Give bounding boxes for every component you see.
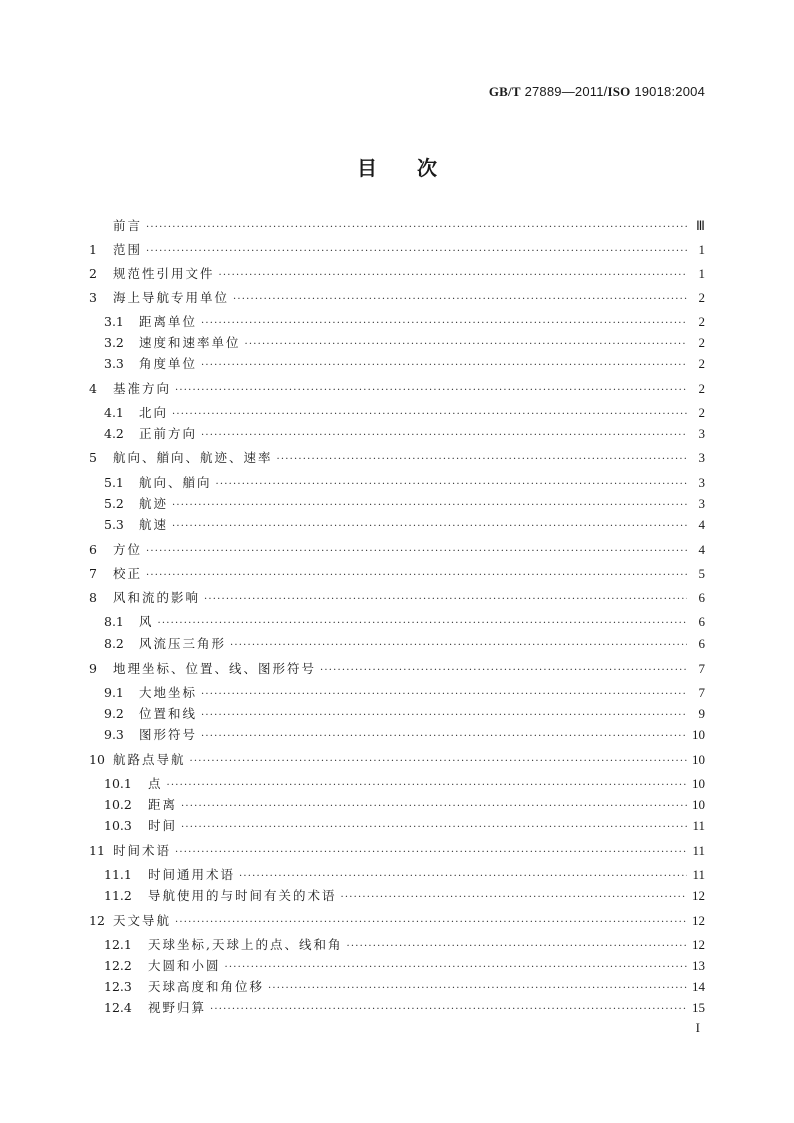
toc-entry-title: 图形符号 xyxy=(139,727,198,742)
dot-leader xyxy=(181,797,687,817)
dot-leader xyxy=(277,450,687,470)
toc-entry-title: 导航使用的与时间有关的术语 xyxy=(148,888,337,903)
toc-entry-title: 校正 xyxy=(113,566,143,581)
dot-leader xyxy=(210,1000,687,1020)
toc-entry-page: Ⅲ xyxy=(696,218,705,233)
toc-entry[interactable] xyxy=(89,750,705,770)
toc-entry-title: 大地坐标 xyxy=(139,685,198,700)
toc-entry-title: 规范性引用文件 xyxy=(113,266,215,281)
toc-entry-number: 1 xyxy=(89,242,97,257)
dot-leader xyxy=(175,381,687,401)
toc-entry[interactable] xyxy=(104,403,705,423)
dot-leader xyxy=(167,776,687,796)
toc-entry[interactable] xyxy=(104,704,705,724)
toc-entry-page: 12 xyxy=(692,888,705,903)
toc-entry-number: 10.2 xyxy=(104,797,132,812)
toc-entry-page: 1 xyxy=(698,242,705,257)
iso-number-value: 19018:2004 xyxy=(634,84,705,99)
toc-entry-title: 方位 xyxy=(113,542,143,557)
toc-entry-page: 3 xyxy=(698,475,705,490)
toc-entry[interactable] xyxy=(104,515,705,535)
toc-entry-title: 航向、艏向 xyxy=(139,475,212,490)
toc-entry-page: 3 xyxy=(698,426,705,441)
toc-entry-title: 点 xyxy=(148,776,163,791)
toc-entry-page: 10 xyxy=(692,727,705,742)
toc-entry-title: 正前方向 xyxy=(139,426,198,441)
toc-entry-page: 3 xyxy=(698,450,705,465)
toc-entry[interactable] xyxy=(104,354,705,374)
page-title: 目次 xyxy=(357,156,477,180)
toc-entry-page: 4 xyxy=(698,517,705,532)
toc-entry-number: 12.4 xyxy=(104,1000,132,1015)
toc-entry-title: 风流压三角形 xyxy=(139,636,227,651)
toc-entry-page: 2 xyxy=(698,290,705,305)
toc-entry[interactable] xyxy=(104,312,705,332)
page-folio: I xyxy=(695,1020,700,1035)
toc-entry-title: 风 xyxy=(139,614,154,629)
toc-entry-page: 5 xyxy=(698,566,705,581)
toc-entry[interactable] xyxy=(89,841,705,861)
toc-entry[interactable] xyxy=(104,634,705,654)
toc-entry-page: 2 xyxy=(698,356,705,371)
toc-entry-page: 10 xyxy=(692,797,705,812)
toc-entry-number: 4.2 xyxy=(104,426,124,441)
toc-entry-number: 11.2 xyxy=(104,888,132,903)
toc-entry-page: 2 xyxy=(698,381,705,396)
toc-entry[interactable] xyxy=(89,448,705,468)
toc-entry-title: 海上导航专用单位 xyxy=(113,290,230,305)
toc-entry-number: 10.3 xyxy=(104,818,132,833)
toc-entry-page: 11 xyxy=(692,818,705,833)
toc-entry-title: 航速 xyxy=(139,517,169,532)
dot-leader xyxy=(158,614,687,634)
toc-entry-title: 风和流的影响 xyxy=(113,590,201,605)
toc-entry-page: 10 xyxy=(692,752,705,767)
toc-entry[interactable] xyxy=(104,998,705,1018)
toc-entry-number: 9 xyxy=(89,661,97,676)
toc-entry-number: 9.3 xyxy=(104,727,124,742)
toc-entry[interactable] xyxy=(89,379,705,399)
toc-entry[interactable] xyxy=(104,725,705,745)
toc-entry-page: 7 xyxy=(698,685,705,700)
toc-entry[interactable] xyxy=(89,564,705,584)
toc-entry-page: 2 xyxy=(698,405,705,420)
dot-leader xyxy=(320,661,687,681)
dot-leader xyxy=(225,958,687,978)
dot-leader xyxy=(201,727,687,747)
toc-entry-page: 11 xyxy=(692,843,705,858)
toc-entry-title: 天球坐标,天球上的点、线和角 xyxy=(148,937,343,952)
dot-leader xyxy=(201,685,687,705)
toc-entry-page: 10 xyxy=(692,776,705,791)
toc-entry[interactable] xyxy=(104,494,705,514)
toc-entry-title: 范围 xyxy=(113,242,143,257)
toc-entry-page: 1 xyxy=(698,266,705,281)
toc-entry-number: 12 xyxy=(89,913,105,928)
dot-leader xyxy=(146,218,687,238)
dot-leader xyxy=(181,818,687,838)
toc-entry-page: 3 xyxy=(698,496,705,511)
toc-entry-number: 12.2 xyxy=(104,958,132,973)
toc-entry-number: 3.3 xyxy=(104,356,124,371)
toc-entry-title: 航迹 xyxy=(139,496,169,511)
toc-entry-number: 7 xyxy=(89,566,97,581)
toc-entry[interactable] xyxy=(89,659,705,679)
toc-entry-number: 8.1 xyxy=(104,614,124,629)
toc-entry-title: 航路点导航 xyxy=(113,752,186,767)
dot-leader xyxy=(230,636,687,656)
dot-leader xyxy=(219,266,687,286)
toc-entry-title: 天文导航 xyxy=(113,913,172,928)
toc-entry-title: 视野归算 xyxy=(148,1000,207,1015)
toc-entry-page: 11 xyxy=(692,867,705,882)
toc-entry-number: 11 xyxy=(89,843,105,858)
toc-entry-number: 5.2 xyxy=(104,496,124,511)
dot-leader xyxy=(204,590,687,610)
dot-leader xyxy=(146,542,687,562)
toc-entry-page: 9 xyxy=(698,706,705,721)
toc-entry-number: 3.2 xyxy=(104,335,124,350)
toc-entry-page: 2 xyxy=(698,335,705,350)
toc-entry[interactable] xyxy=(89,216,705,236)
toc-entry-number: 4 xyxy=(89,381,97,396)
dot-leader xyxy=(190,752,687,772)
dot-leader xyxy=(201,426,687,446)
toc-entry-title: 时间通用术语 xyxy=(148,867,236,882)
toc-entry-title: 时间术语 xyxy=(113,843,172,858)
toc-entry-title: 前言 xyxy=(113,218,143,233)
toc-entry-title: 天球高度和角位移 xyxy=(148,979,265,994)
toc-entry-number: 10 xyxy=(89,752,105,767)
toc-entry[interactable] xyxy=(104,795,705,815)
toc-entry[interactable] xyxy=(104,683,705,703)
toc-entry-number: 9.1 xyxy=(104,685,124,700)
toc-entry-title: 大圆和小圆 xyxy=(148,958,221,973)
toc-entry-number: 12.1 xyxy=(104,937,132,952)
toc-entry-page: 6 xyxy=(698,614,705,629)
dot-leader xyxy=(172,496,687,516)
std-number-value: 27889—2011/ xyxy=(524,84,608,99)
toc-entry-number: 10.1 xyxy=(104,776,132,791)
toc-entry-number: 5 xyxy=(89,450,97,465)
toc-entry[interactable] xyxy=(104,612,705,632)
toc-entry-title: 距离单位 xyxy=(139,314,198,329)
toc-entry-page: 2 xyxy=(698,314,705,329)
dot-leader xyxy=(175,843,687,863)
toc-entry[interactable] xyxy=(89,540,705,560)
toc-entry-number: 8.2 xyxy=(104,636,124,651)
toc-entry-title: 地理坐标、位置、线、图形符号 xyxy=(113,661,317,676)
dot-leader xyxy=(341,888,687,908)
standard-number xyxy=(489,84,705,100)
toc-entry-page: 12 xyxy=(692,913,705,928)
dot-leader xyxy=(239,867,687,887)
toc-entry[interactable] xyxy=(89,911,705,931)
toc-entry[interactable] xyxy=(104,473,705,493)
dot-leader xyxy=(175,913,687,933)
dot-leader xyxy=(146,242,687,262)
toc-entry[interactable] xyxy=(104,886,705,906)
dot-leader xyxy=(216,475,687,495)
toc-entry-page: 13 xyxy=(692,958,705,973)
toc-entry-page: 6 xyxy=(698,590,705,605)
toc-entry[interactable] xyxy=(104,956,705,976)
dot-leader xyxy=(201,706,687,726)
toc-entry[interactable] xyxy=(104,935,705,955)
toc-entry[interactable] xyxy=(104,865,705,885)
toc-entry-page: 15 xyxy=(692,1000,705,1015)
toc-entry[interactable] xyxy=(104,977,705,997)
dot-leader xyxy=(172,517,687,537)
toc-entry[interactable] xyxy=(104,333,705,353)
dot-leader xyxy=(201,356,687,376)
toc-entry-page: 6 xyxy=(698,636,705,651)
dot-leader xyxy=(146,566,687,586)
toc-entry-page: 7 xyxy=(698,661,705,676)
dot-leader xyxy=(172,405,687,425)
toc-entry[interactable] xyxy=(104,816,705,836)
toc-entry-number: 5.1 xyxy=(104,475,124,490)
toc-entry-title: 位置和线 xyxy=(139,706,198,721)
toc-entry-number: 11.1 xyxy=(104,867,132,882)
toc-entry[interactable] xyxy=(104,424,705,444)
dot-leader xyxy=(233,290,687,310)
toc-entry-title: 角度单位 xyxy=(139,356,198,371)
std-prefix: GB/T xyxy=(488,84,521,99)
toc-entry-number: 3 xyxy=(89,290,97,305)
toc-entry-title: 距离 xyxy=(148,797,178,812)
dot-leader xyxy=(245,335,687,355)
toc-entry[interactable] xyxy=(89,288,705,308)
toc-entry-title: 基准方向 xyxy=(113,381,172,396)
toc-entry-number: 4.1 xyxy=(104,405,124,420)
toc-entry-title: 航向、艏向、航迹、速率 xyxy=(113,450,273,465)
toc-entry-number: 6 xyxy=(89,542,97,557)
toc-entry-number: 12.3 xyxy=(104,979,132,994)
dot-leader xyxy=(346,937,687,957)
toc-entry[interactable] xyxy=(89,588,705,608)
toc-entry-number: 2 xyxy=(89,266,97,281)
toc-entry-number: 3.1 xyxy=(104,314,124,329)
dot-leader xyxy=(201,314,687,334)
toc-entry[interactable] xyxy=(89,264,705,284)
toc-entry-page: 14 xyxy=(692,979,705,994)
dot-leader xyxy=(268,979,687,999)
toc-entry-number: 8 xyxy=(89,590,97,605)
toc-entry[interactable] xyxy=(89,240,705,260)
toc-entry[interactable] xyxy=(104,774,705,794)
toc-entry-title: 速度和速率单位 xyxy=(139,335,241,350)
iso-prefix: ISO xyxy=(607,84,631,99)
toc-entry-title: 时间 xyxy=(148,818,178,833)
toc-entry-page: 12 xyxy=(692,937,705,952)
toc-entry-number: 9.2 xyxy=(104,706,124,721)
toc-entry-page: 4 xyxy=(698,542,705,557)
toc-entry-title: 北向 xyxy=(139,405,169,420)
toc-entry-number: 5.3 xyxy=(104,517,124,532)
